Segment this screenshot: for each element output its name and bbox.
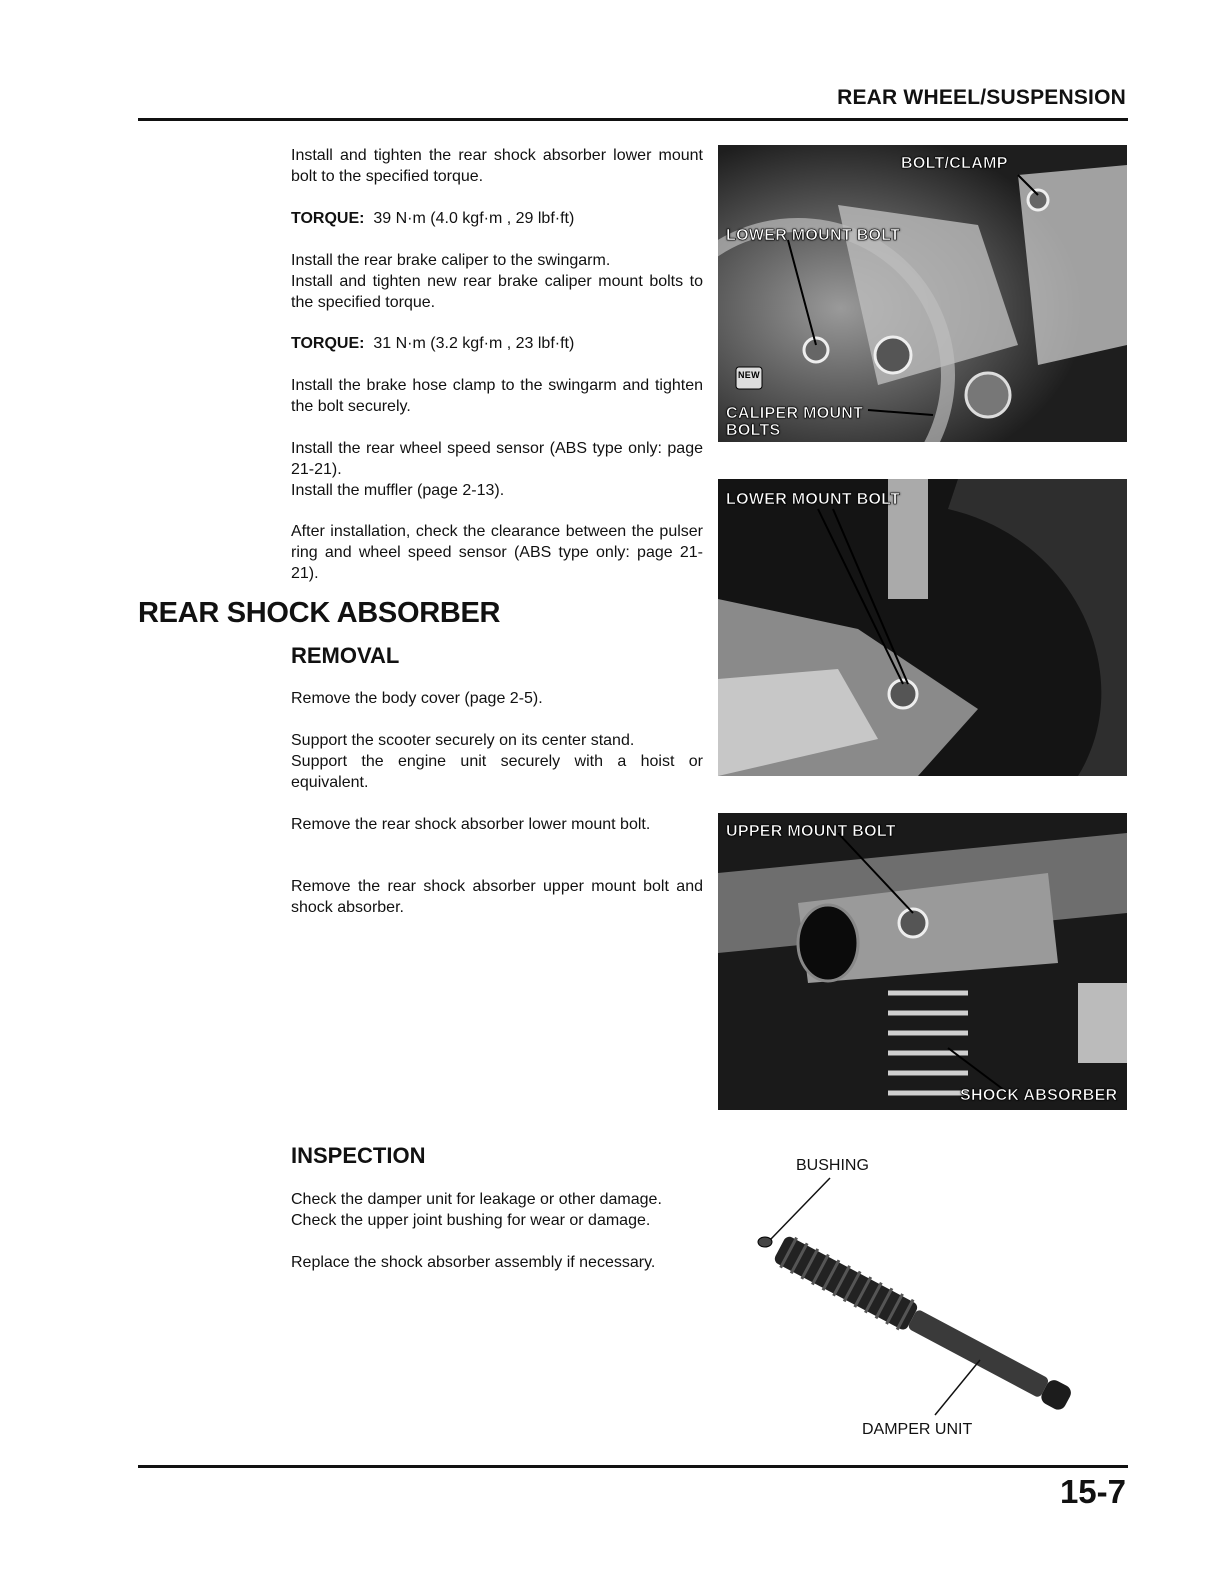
damper-body [772, 1233, 1076, 1416]
photo-upper-mount-illustration [718, 813, 1127, 1110]
install-step-3: Install the brake hose clamp to the swingarm and tighten the bolt securely. [291, 377, 703, 415]
removal-step-1: Remove the body cover (page 2-5). [291, 690, 543, 707]
page-header-title: REAR WHEEL/SUSPENSION [837, 86, 1126, 109]
label-caliper-mount: CALIPER MOUNT [726, 405, 864, 422]
install-step-2 [291, 250, 703, 313]
label-lower-mount-bolt: LOWER MOUNT BOLT [726, 491, 901, 508]
inspection-step-2: Replace the shock absorber assembly if necessary. [291, 1254, 656, 1271]
photo-caliper-illustration [718, 145, 1127, 442]
section-title: REAR SHOCK ABSORBER [138, 597, 501, 629]
install-step-5: After installation, check the clearance between the pulser ring and wheel speed sensor (ABS type only: page 21-21). [291, 523, 703, 582]
removal-step-2 [291, 730, 703, 793]
bushing-part [758, 1237, 772, 1247]
inspection-step-1 [291, 1189, 703, 1231]
page-number: 15-7 [1059, 1473, 1126, 1510]
label-shock-absorber: SHOCK ABSORBER [960, 1087, 1118, 1104]
bushing-leader-line [770, 1178, 830, 1240]
photo-caliper-mount [718, 145, 1127, 442]
removal-step-2b: Support the engine unit securely with a hoist or equivalent. [291, 753, 703, 791]
header-rule [138, 118, 1128, 121]
removal-step-4: Remove the rear shock absorber upper mount bolt and shock absorber. [291, 878, 703, 916]
removal-step-2a: Support the scooter securely on its center stand. [291, 732, 635, 749]
removal-step-3: Remove the rear shock absorber lower mount bolt. [291, 816, 651, 833]
footer-rule [138, 1465, 1128, 1468]
install-step-4a: Install the rear wheel speed sensor (ABS type only: page 21-21). [291, 440, 703, 478]
label-upper-mount-bolt: UPPER MOUNT BOLT [726, 823, 896, 840]
label-bolts: BOLTS [726, 422, 781, 439]
damper-leader-line [935, 1360, 980, 1415]
torque-value: 39 N·m (4.0 kgf·m , 29 lbf·ft) [373, 210, 575, 227]
photo-lower-mount-illustration [718, 479, 1127, 776]
torque-label: TORQUE: [291, 335, 365, 352]
torque-label: TORQUE: [291, 210, 365, 227]
install-step-2b: Install and tighten new rear brake caliper mount bolts to the specified torque. [291, 273, 703, 311]
photo-lower-mount [718, 479, 1127, 776]
label-damper-unit: DAMPER UNIT [862, 1421, 973, 1438]
torque-spec-1 [291, 208, 703, 229]
shock-absorber-diagram [750, 1170, 1110, 1420]
inspection-step-1a: Check the damper unit for leakage or other damage. [291, 1191, 662, 1208]
photo-upper-mount [718, 813, 1127, 1110]
label-bushing: BUSHING [796, 1157, 869, 1174]
removal-heading: REMOVAL [291, 643, 400, 668]
install-step-2a: Install the rear brake caliper to the swingarm. [291, 252, 611, 269]
install-step-1: Install and tighten the rear shock absorber lower mount bolt to the specified torque. [291, 147, 703, 185]
install-step-4 [291, 438, 703, 501]
install-step-4b: Install the muffler (page 2-13). [291, 482, 505, 499]
new-icon: NEW [738, 370, 760, 380]
inspection-heading: INSPECTION [291, 1143, 426, 1168]
torque-value: 31 N·m (3.2 kgf·m , 23 lbf·ft) [373, 335, 575, 352]
label-lower-mount-bolt: LOWER MOUNT BOLT [726, 227, 901, 244]
inspection-step-1b: Check the upper joint bushing for wear or damage. [291, 1212, 651, 1229]
label-bolt-clamp: BOLT/CLAMP [901, 155, 1008, 172]
torque-spec-2 [291, 333, 703, 354]
